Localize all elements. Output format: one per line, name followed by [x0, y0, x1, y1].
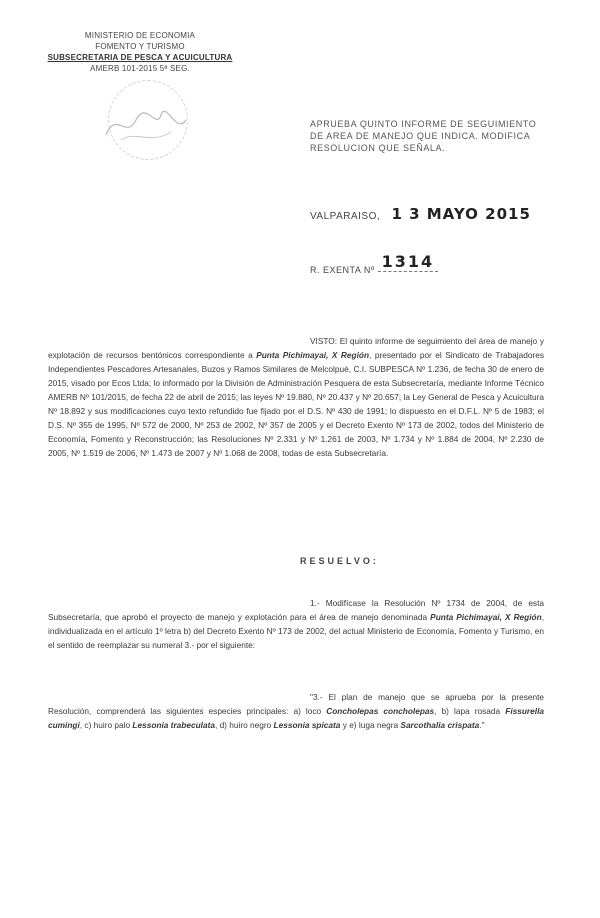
quote-text-5: y e) luga negra [342, 720, 399, 730]
date-stamp: 1 3 MAYO 2015 [391, 205, 531, 223]
place-date [310, 205, 531, 223]
art1-rest: , individualizada en el artículo 1º letra b) del Decreto Exento Nº 173 de 2002, del actual Ministerio de Economía, Fomento y Turismo, en el sentido de reemplazar su numeral 3.- por el siguiente: [48, 612, 544, 650]
exenta-label: R. EXENTA Nº [310, 265, 375, 275]
species-5: Sarcothalia crispata [400, 720, 480, 730]
species-4: Lessonia spicata [273, 720, 341, 730]
ministry-line-2: FOMENTO Y TURISMO [95, 42, 185, 51]
quote-text-4: , d) huiro negro [214, 720, 272, 730]
subsecretaria-line: SUBSECRETARIA DE PESCA Y ACUICULTURA [47, 53, 233, 62]
signature-icon [96, 100, 196, 150]
subject-text: APRUEBA QUINTO INFORME DE SEGUIMIENTO DE AREA DE MANEJO QUE INDICA. MODIFICA RESOLUCION QUE SEÑALA. [310, 119, 537, 153]
visto-rest: , presentado por el Sindicato de Trabajadores Independientes Pescadores Artesanales, Buzos y Ramos Similares de Melcolpué, C.I. SUBPESCA Nº 1.236, de fecha 30 de enero de 2015, visado por Ecos Ltda; lo informado por la División de Administración Pesquera de esta Subsecretaría, mediante Informe Técnico AMERB Nº 101/2015, de fecha 22 de abril de 2015; las leyes Nº 19.880, Nº 20.437 y Nº 20.657; la Ley General de Pesca y Acuicultura Nº 18.892 y sus modificaciones cuyo texto refundido fue fijado por el D.S. Nº 430 de 1991; lo dispuesto en el D.F.L. Nº 5 de 1983; el D.S. Nº 355 de 1995, Nº 572 de 2000, Nº 253 de 2002, Nº 357 de 2005 y el Decreto Exento Nº 173 de 2002, todos del Ministerio de Economía, Fomento y Reconstrucción; las Resoluciones Nº 2.331 y Nº 1.261 de 2003, Nº 1.734 y Nº 1.884 de 2004, Nº 2.230 de 2005, Nº 1.519 de 2006, Nº 1.473 de 2007 y Nº 1.068 de 2008, todas de esta Subsecretaría. [48, 350, 545, 458]
species-2: Fissurella cumingi [48, 706, 544, 730]
quote-text-3: , c) huiro palo [79, 720, 131, 730]
resuelvo-heading: RESUELVO: [300, 556, 379, 566]
resolution-number [310, 252, 438, 277]
species-1: Concholepas concholepas [326, 706, 435, 716]
art1-lead: 1.- Modifícase la Resolución Nº 1734 de 2004, de esta Subsecretaría, que aprobó el proyecto de manejo y explotación para el área de manejo denominada [48, 598, 544, 622]
city: VALPARAISO, [310, 211, 381, 222]
visto-place: Punta Pichimayai, X Región [256, 350, 370, 360]
quote-text-6: ." [479, 720, 485, 730]
art1-place: Punta Pichimayai, X Región [430, 612, 542, 622]
exenta-number: 1314 [378, 252, 439, 272]
quote-text-1: "3.- El plan de manejo que se aprueba por la presente Resolución, comprenderá las siguientes especies principales: a) loco [48, 692, 544, 716]
reference-line: AMERB 101-2015 5ª SEG. [90, 64, 190, 73]
institution-header [40, 30, 240, 74]
ministry-line: MINISTERIO DE ECONOMIA [84, 31, 196, 40]
species-3: Lessonia trabeculata [132, 720, 215, 730]
visto-lead: VISTO: El quinto informe de seguimiento del área de manejo y explotación de recursos bentónicos correspondiente a [48, 336, 544, 360]
article-1 [48, 596, 544, 652]
quoted-numeral [48, 690, 544, 732]
quote-text-2: , b) lapa rosada [434, 706, 501, 716]
visto-paragraph [48, 334, 544, 460]
